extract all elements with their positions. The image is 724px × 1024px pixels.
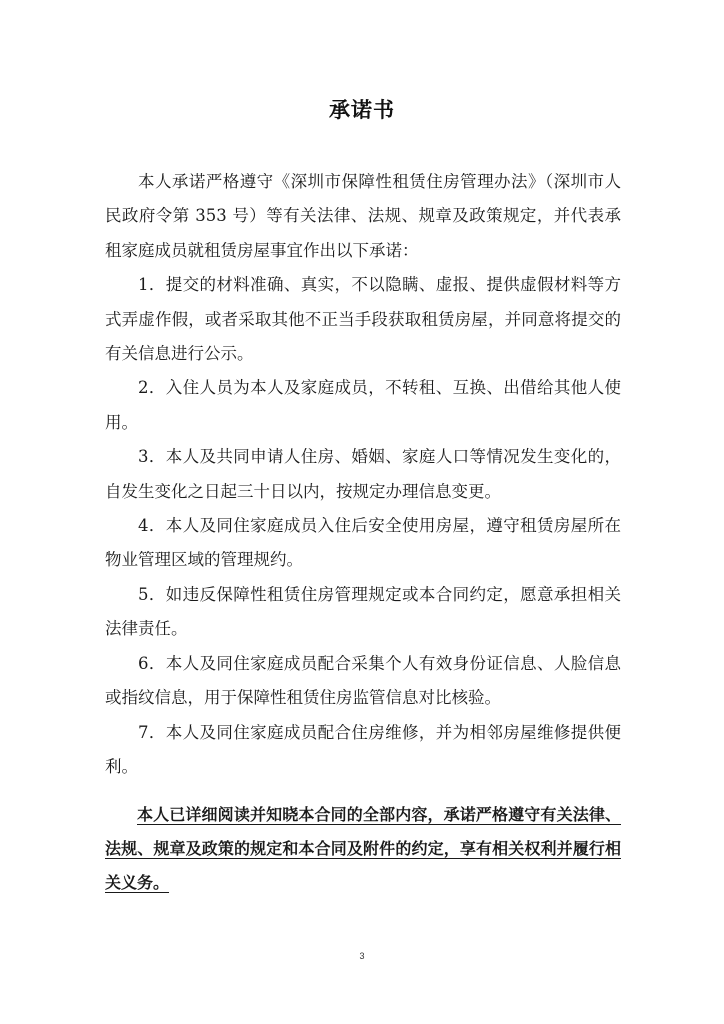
intro-paragraph: 本人承诺严格遵守《深圳市保障性租赁住房管理办法》（深圳市人民政府令第 353 号）等有关法律、法规、规章及政策规定，并代表承租家庭成员就租赁房屋事宜作出以下承诺： — [105, 172, 621, 260]
commitment-item-3: 3．本人及共同申请人住房、婚姻、家庭人口等情况发生变化的，自发生变化之日起三十日以内，按规定办理信息变更。 — [105, 447, 621, 501]
document-body — [105, 165, 621, 784]
commitment-item-4: 4．本人及同住家庭成员入住后安全使用房屋，遵守租赁房屋所在物业管理区域的管理规约。 — [105, 516, 621, 570]
commitment-item-1: 1．提交的材料准确、真实，不以隐瞒、虚报、提供虚假材料等方式弄虚作假，或者采取其他不正当手段获取租赁房屋，并同意将提交的有关信息进行公示。 — [105, 275, 621, 364]
commitment-item-7: 7．本人及同住家庭成员配合住房维修，并为相邻房屋维修提供便利。 — [105, 722, 621, 776]
commitment-item-2: 2．入住人员为本人及家庭成员，不转租、互换、出借给其他人使用。 — [105, 378, 621, 432]
commitment-item-6: 6．本人及同住家庭成员配合采集个人有效身份证信息、人脸信息或指纹信息，用于保障性租赁住房监管信息对比核验。 — [105, 653, 621, 708]
document-title: 承诺书 — [329, 98, 395, 122]
commitment-item-5: 5．如违反保障性租赁住房管理规定或本合同约定，愿意承担相关法律责任。 — [105, 584, 621, 639]
page-number: 3 — [359, 951, 365, 961]
declaration-statement: 本人已详细阅读并知晓本合同的全部内容，承诺严格遵守有关法律、法规、规章及政策的规定和本合同及附件的约定，享有相关权利并履行相关义务。 — [105, 805, 621, 892]
